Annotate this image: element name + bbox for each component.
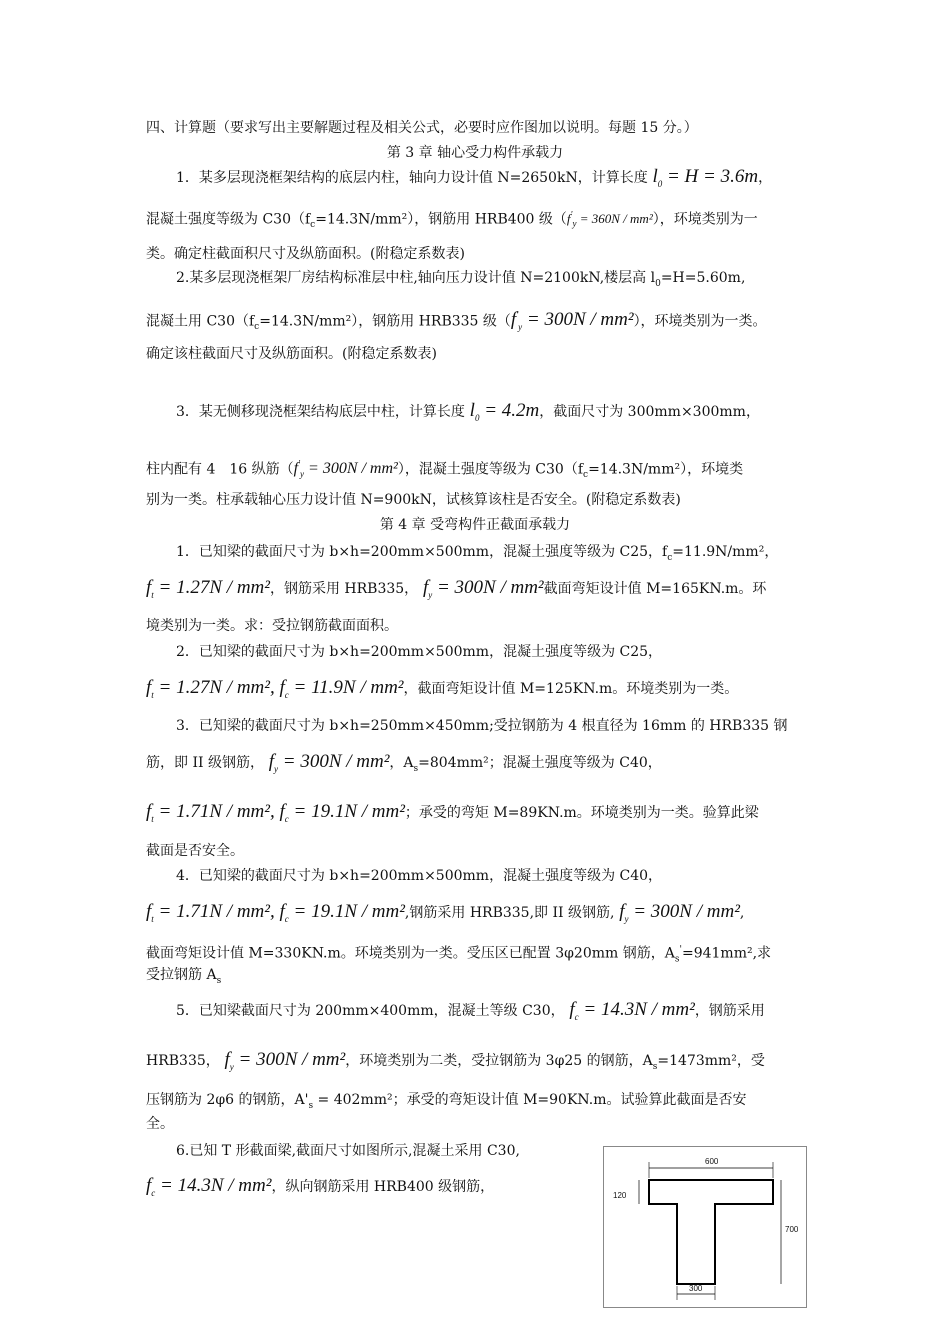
ch4-p4-line2: $f_t = 1.71N / mm^2$, $f_c = 19.1N / mm^2$,钢筋采用 HRB335,即 II 级钢筋, $f_y = 300N / mm^2$, (146, 901, 745, 924)
ch4-p3-line2: 筋，即 II 级钢筋， $f_y = 300N / mm^2$，$A_s=804mm^2$；混凝土强度等级为 C40， (146, 751, 662, 774)
ch4-p4-line4: 受拉钢筋 $A_s$ (146, 967, 222, 986)
ch4-p3-line1: 3．已知梁的截面尺寸为 b×h=250mm×450mm;受拉钢筋为 4 根直径为 16mm 的 HRB335 钢 (176, 718, 788, 734)
ch4-p2-line2: $f_t = 1.27N / mm^2$, $f_c = 11.9N / mm^2$，截面弯矩设计值 M=125KN.m。环境类别为一类。 (146, 677, 739, 700)
ch3-p3-line2: 柱内配有 4 16 纵筋$(f'_y = 300N / mm^2)$，混凝土强度等级为 $C30(f_c=14.3N/mm^2)$，环境类 (146, 459, 744, 481)
ch4-p5-line4: 全。 (146, 1116, 174, 1132)
chapter4-title: 第 4 章 受弯构件正截面承载力 (379, 517, 571, 533)
ch3-p3-line1: 3．某无侧移现浇框架结构底层中柱，计算长度 $l_0 = 4.2m$，截面尺寸为 300mm×300mm， (176, 400, 760, 423)
dim-700: 700 (785, 1225, 799, 1234)
chapter3-title: 第 3 章 轴心受力构件承载力 (386, 145, 564, 161)
ch4-p3-line3: $f_t = 1.71N / mm^2$, $f_c = 19.1N / mm^2$；承受的弯矩 M=89KN.m。环境类别为一类。验算此梁 (146, 801, 759, 824)
ch3-p3-line3: 别为一类。柱承载轴心压力设计值 N=900kN，试核算该柱是否安全。(附稳定系数表) (146, 492, 681, 508)
ch4-p1-line1: 1．已知梁的截面尺寸为 b×h=200mm×500mm，混凝土强度等级为 C25，$f_c=11.9N$/mm²， (176, 544, 779, 563)
ch3-p2-line1: 2.某多层现浇框架厂房结构标准层中柱,轴向压力设计值 N=2100kN,楼层高 $l_0=H=5.60m$, (176, 270, 746, 289)
ch4-p6-line2: $f_c = 14.3N / mm^2$，纵向钢筋采用 HRB400 级钢筋， (146, 1175, 495, 1198)
ch4-p5-line2: HRB335， $f_y = 300N / mm^2$，环境类别为二类，受拉钢筋为 3φ25 的钢筋，$A_s=1473mm^2$，受 (146, 1049, 765, 1072)
ch3-p2-line2: 混凝土用 $C30(f_c=14.3N/mm^2)$，钢筋用 HRB335 级$(f'_y = 300N / mm^2)$，环境类别为一类。 (146, 309, 767, 333)
ch4-p4-line3: 截面弯矩设计值 M=330KN.m。环境类别为一类。受压区已配置 3φ20mm 钢筋，$A_s'=941mm^2$,求 (146, 945, 772, 965)
t-beam-section-figure (603, 1146, 807, 1308)
ch3-p1-line1: 1．某多层现浇框架结构的底层内柱，轴向力设计值 N=2650kN，计算长度 $l_0 = H = 3.6m$， (176, 166, 773, 189)
ch4-p6-line1: 6.已知 T 形截面梁,截面尺寸如图所示,混凝土采用 C30, (176, 1143, 520, 1159)
ch4-p5-line3: 压钢筋为 2φ6 的钢筋，$A'_s = 402mm^2$；承受的弯矩设计值 M=90KN.m。试验算此截面是否安 (146, 1092, 747, 1111)
dim-300: 300 (689, 1284, 703, 1293)
ch4-p3-line4: 截面是否安全。 (146, 843, 244, 859)
section-heading: 四、计算题（要求写出主要解题过程及相关公式，必要时应作图加以说明。每题 15 分。） (146, 120, 698, 136)
dim-600: 600 (705, 1157, 719, 1166)
ch3-p1-line3: 类。确定柱截面积尺寸及纵筋面积。(附稳定系数表) (146, 246, 465, 262)
ch3-p1-line2: 混凝土强度等级为 $C30(f_c=14.3N/mm^2)$，钢筋用 HRB400 级$(f'_y = 360N / mm^2)$，环境类别为一 (146, 210, 758, 231)
ch4-p4-line1: 4．已知梁的截面尺寸为 b×h=200mm×500mm，混凝土强度等级为 C40， (176, 868, 663, 884)
dim-120: 120 (613, 1191, 627, 1200)
ch4-p5-line1: 5．已知梁截面尺寸为 200mm×400mm，混凝土等级 C30， $f_c = 14.3N / mm^2$，钢筋采用 (176, 999, 765, 1022)
ch4-p1-line3: 境类别为一类。求：受拉钢筋截面面积。 (146, 618, 398, 634)
ch4-p2-line1: 2．已知梁的截面尺寸为 b×h=200mm×500mm，混凝土强度等级为 C25， (176, 644, 663, 660)
ch3-p2-line3: 确定该柱截面尺寸及纵筋面积。(附稳定系数表) (146, 346, 437, 362)
ch4-p1-line2: $f_t = 1.27N / mm^2$，钢筋采用 HRB335， $f_y = 300N / mm^2$截面弯矩设计值 M=165KN.m。环 (146, 577, 767, 600)
